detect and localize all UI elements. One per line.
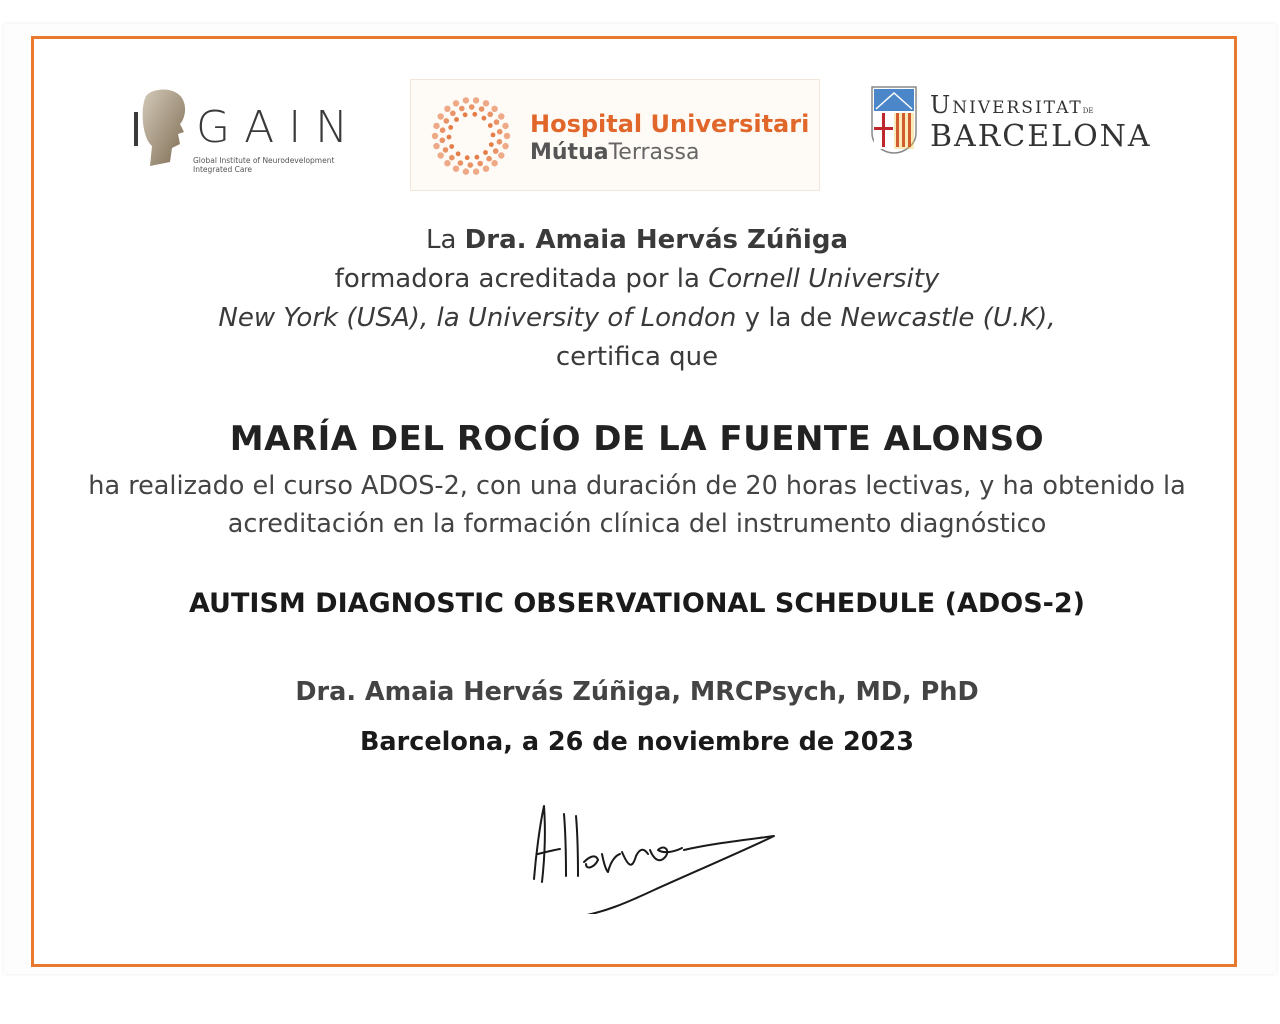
logo-dot — [449, 155, 455, 161]
hospital-name: Hospital Universitari — [530, 110, 810, 138]
logo-dot — [489, 142, 494, 147]
logo-dot — [491, 160, 497, 166]
logo-dot — [444, 106, 450, 112]
signer-name: Dra. Amaia Hervás Zúñiga, MRCPsych, MD, PhD — [295, 677, 979, 707]
logo-dot — [491, 133, 496, 138]
logo-dot — [432, 133, 438, 139]
university-line1-suffix: de — [1082, 105, 1094, 116]
intro-london: New York (USA), la University of London — [218, 303, 737, 333]
gain-wordmark: GAIN — [196, 102, 363, 153]
certificate-description — [34, 467, 1240, 543]
logo-dot — [448, 125, 453, 130]
logo-dot — [483, 150, 488, 155]
logo-dot — [472, 112, 477, 117]
university-line2: BARCELONA — [930, 119, 1152, 154]
dot-ring-icon — [429, 94, 513, 178]
logo-dot — [479, 106, 485, 112]
logo-dot — [463, 168, 469, 174]
description-line-1: ha realizado el curso ADOS-2, con una duración de 20 horas lectivas, y ha obtenido la — [88, 471, 1186, 501]
logo-dot — [473, 168, 479, 174]
logo-dot — [458, 160, 464, 166]
certificate-frame — [31, 36, 1237, 967]
logo-dot — [475, 155, 480, 160]
logo-dot — [463, 112, 468, 117]
logo-dot — [504, 133, 510, 139]
logo-dot — [450, 111, 456, 117]
logo-dot — [465, 155, 470, 160]
intro-newcastle: Newcastle (U.K), — [840, 303, 1056, 333]
intro-line3-middle: y la de — [736, 303, 841, 333]
intro-cornell: Cornell University — [708, 264, 940, 294]
intro-line-2 — [34, 260, 1240, 299]
certificate-intro — [34, 221, 1240, 377]
logo-dot — [440, 138, 446, 144]
logo-dot — [443, 147, 449, 153]
logo-dot — [493, 148, 499, 154]
handwritten-signature — [524, 794, 784, 914]
logo-dot — [502, 143, 508, 149]
hospital-logo — [410, 79, 820, 191]
hospital-subname-bold: Mútua — [530, 140, 609, 165]
logo-dot — [433, 143, 439, 149]
intro-line-4: certifica que — [555, 342, 719, 372]
university-logo — [868, 83, 1168, 163]
logo-dot — [491, 106, 497, 112]
logo-dot — [497, 139, 503, 145]
logo-dot — [469, 104, 475, 110]
logo-dot — [468, 162, 474, 168]
intro-line-3 — [34, 299, 1240, 338]
logo-dot — [433, 123, 439, 129]
university-line1 — [930, 91, 1094, 119]
intro-line2-prefix: formadora acreditada por la — [334, 264, 709, 294]
place-date: Barcelona, a 26 de noviembre de 2023 — [360, 727, 914, 757]
logo-dot — [486, 156, 492, 162]
university-line1-main: Universitat — [930, 91, 1083, 119]
course-title: AUTISM DIAGNOSTIC OBSERVATIONAL SCHEDULE (ADOS-2) — [188, 588, 1085, 619]
logo-dot — [454, 117, 459, 122]
logo-dot — [494, 119, 500, 125]
university-shield-icon — [868, 83, 920, 155]
head-profile-icon — [134, 86, 194, 168]
gain-subtitle: Global Institute of Neurodevelopment Integrated Care — [193, 156, 335, 174]
intro-prefix: La — [425, 225, 465, 255]
logo-dot — [449, 144, 454, 149]
logo-dot — [497, 129, 503, 135]
logo-dot — [438, 113, 444, 119]
logo-dot — [453, 166, 459, 172]
logo-dot — [473, 97, 479, 103]
logo-dot — [477, 161, 483, 167]
logo-dot — [444, 118, 450, 124]
gain-logo — [134, 86, 364, 186]
issuer-name: Dra. Amaia Hervás Zúñiga — [464, 225, 848, 255]
logo-dot — [482, 116, 487, 121]
logo-dot — [498, 152, 504, 158]
logo-dot — [498, 113, 504, 119]
logo-dot — [459, 106, 465, 112]
hospital-subname — [530, 140, 699, 165]
logo-dot — [483, 166, 489, 172]
logo-dot — [502, 123, 508, 129]
hospital-subname-rest: Terrassa — [608, 140, 700, 165]
logo-dot — [453, 100, 459, 106]
logo-dot — [447, 135, 452, 140]
recipient-name: MARÍA DEL ROCÍO DE LA FUENTE ALONSO — [229, 419, 1045, 459]
description-line-2: acreditación en la formación clínica del instrumento diagnóstico — [227, 509, 1047, 539]
logo-dot — [483, 100, 489, 106]
logo-dot — [487, 112, 493, 118]
logo-dot — [444, 160, 450, 166]
logo-dot — [463, 97, 469, 103]
logo-dot — [440, 127, 446, 133]
logo-dot — [456, 151, 461, 156]
intro-line-1 — [34, 221, 1240, 260]
logo-dot — [488, 123, 493, 128]
logo-dot — [438, 152, 444, 158]
